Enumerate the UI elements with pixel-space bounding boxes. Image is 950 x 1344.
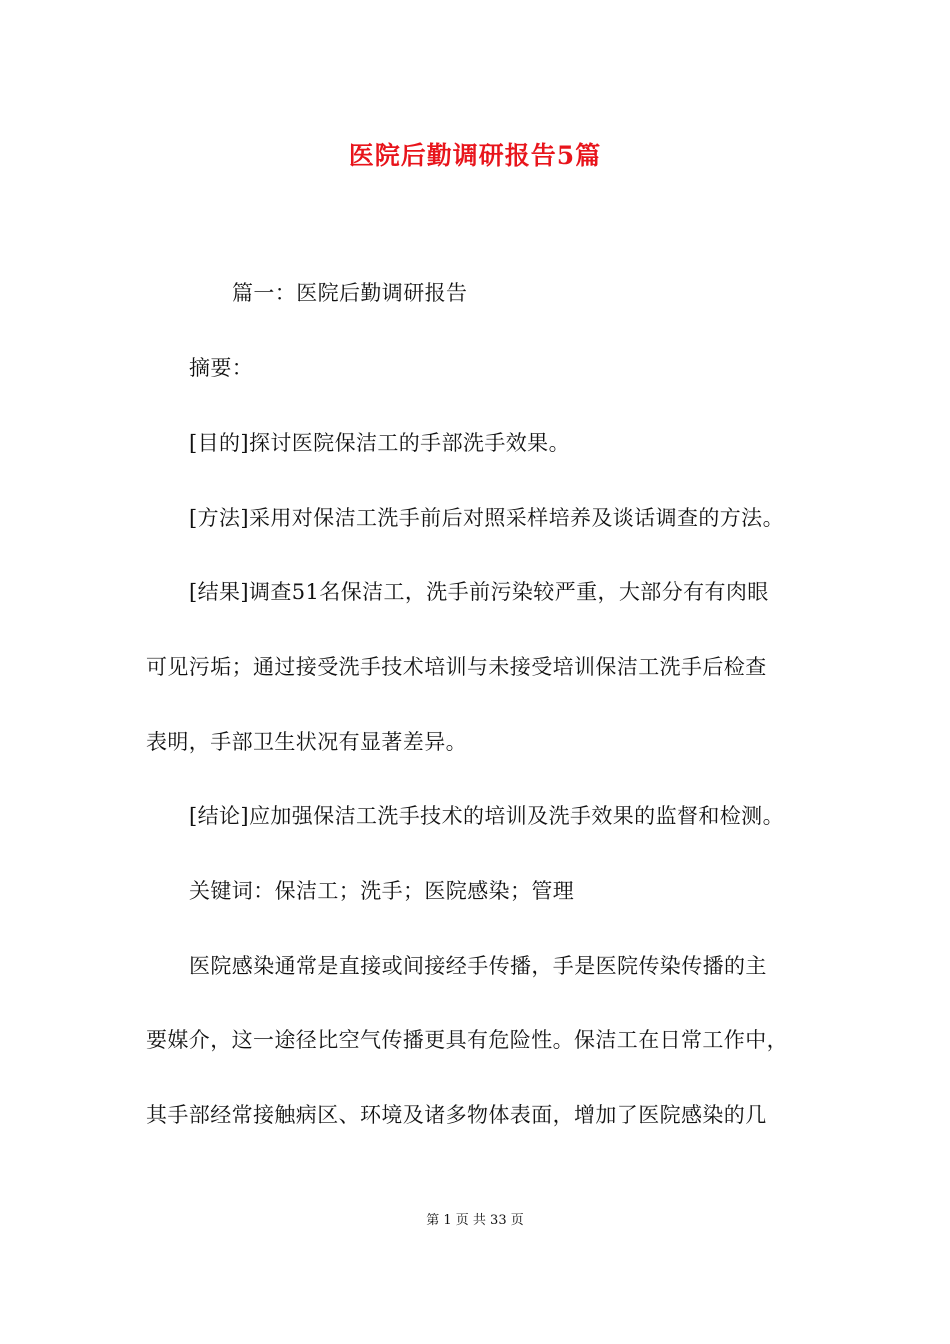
abstract-result-line-1: [结果]调查51名保洁工，洗手前污染较严重，大部分有有肉眼 xyxy=(189,580,769,604)
body-paragraph-line-1: 医院感染通常是直接或间接经手传播，手是医院传染传播的主 xyxy=(189,954,767,978)
abstract-result-line-2: 可见污垢；通过接受洗手技术培训与未接受培训保洁工洗手后检查 xyxy=(146,655,767,679)
section-heading: 篇一：医院后勤调研报告 xyxy=(232,281,468,305)
keywords: 关键词：保洁工；洗手；医院感染；管理 xyxy=(189,879,575,903)
abstract-conclusion: [结论]应加强保洁工洗手技术的培训及洗手效果的监督和检测。 xyxy=(189,804,784,828)
document-title: 医院后勤调研报告5篇 xyxy=(348,141,602,170)
abstract-label: 摘要： xyxy=(189,356,254,380)
body-paragraph-line-2: 要媒介，这一途径比空气传播更具有危险性。保洁工在日常工作中， xyxy=(146,1028,788,1052)
abstract-purpose: [目的]探讨医院保洁工的手部洗手效果。 xyxy=(189,431,570,455)
page-footer: 第 1 页 共 33 页 xyxy=(426,1213,524,1228)
body-paragraph-line-3: 其手部经常接触病区、环境及诸多物体表面，增加了医院感染的几 xyxy=(146,1103,767,1127)
abstract-result-line-3: 表明，手部卫生状况有显著差异。 xyxy=(146,730,467,754)
abstract-method: [方法]采用对保洁工洗手前后对照采样培养及谈话调查的方法。 xyxy=(189,506,784,530)
